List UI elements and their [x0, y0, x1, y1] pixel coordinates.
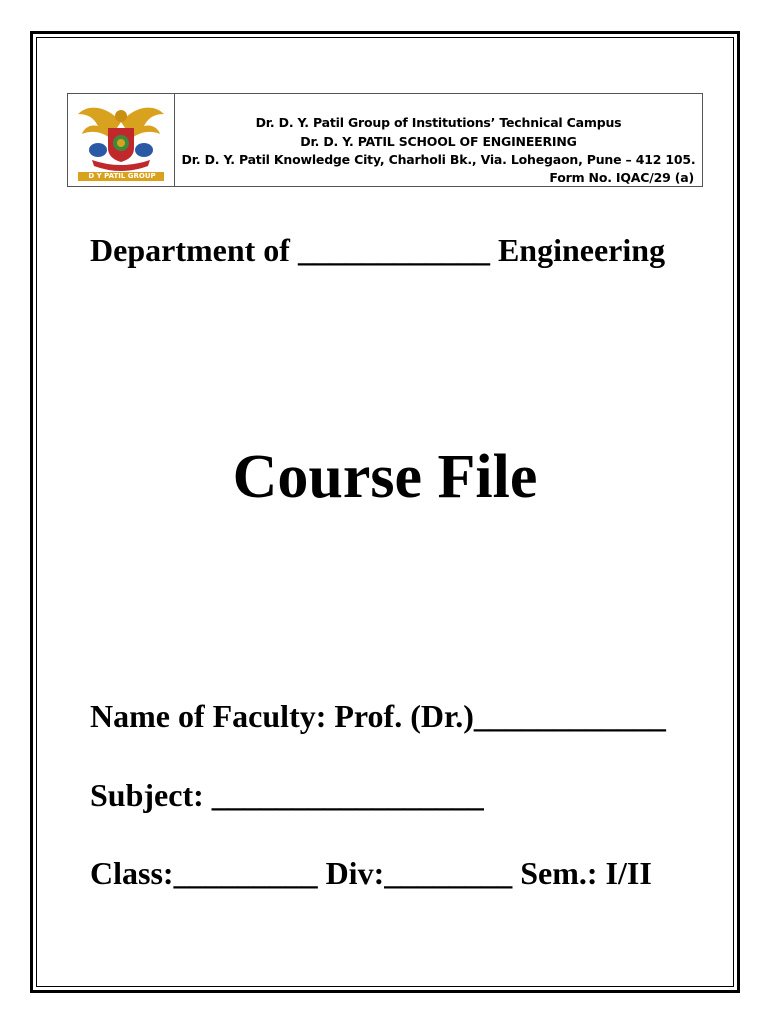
header-school-name: Dr. D. Y. PATIL SCHOOL OF ENGINEERING [300, 134, 577, 149]
subject-field: Subject: _________________ [90, 777, 484, 813]
document-title: Course File [232, 443, 538, 511]
logo-cell [68, 94, 175, 186]
header-form-number: Form No. IQAC/29 (a) [549, 170, 694, 185]
logo-caption: D Y PATIL GROUP [88, 172, 156, 180]
header-text-block [175, 94, 702, 186]
institution-header [67, 93, 703, 187]
class-div-sem-field: Class:_________ Div:________ Sem.: I/II [90, 855, 652, 891]
dy-patil-eagle-crest-logo-icon [76, 100, 166, 182]
header-address: Dr. D. Y. Patil Knowledge City, Charholi Bk., Via. Lohegaon, Pune – 412 105. [181, 152, 696, 167]
faculty-name-field: Name of Faculty: Prof. (Dr.)____________ [90, 698, 666, 734]
department-line: Department of ____________ Engineering [90, 232, 666, 268]
header-group-name: Dr. D. Y. Patil Group of Institutions’ Technical Campus [255, 115, 622, 130]
